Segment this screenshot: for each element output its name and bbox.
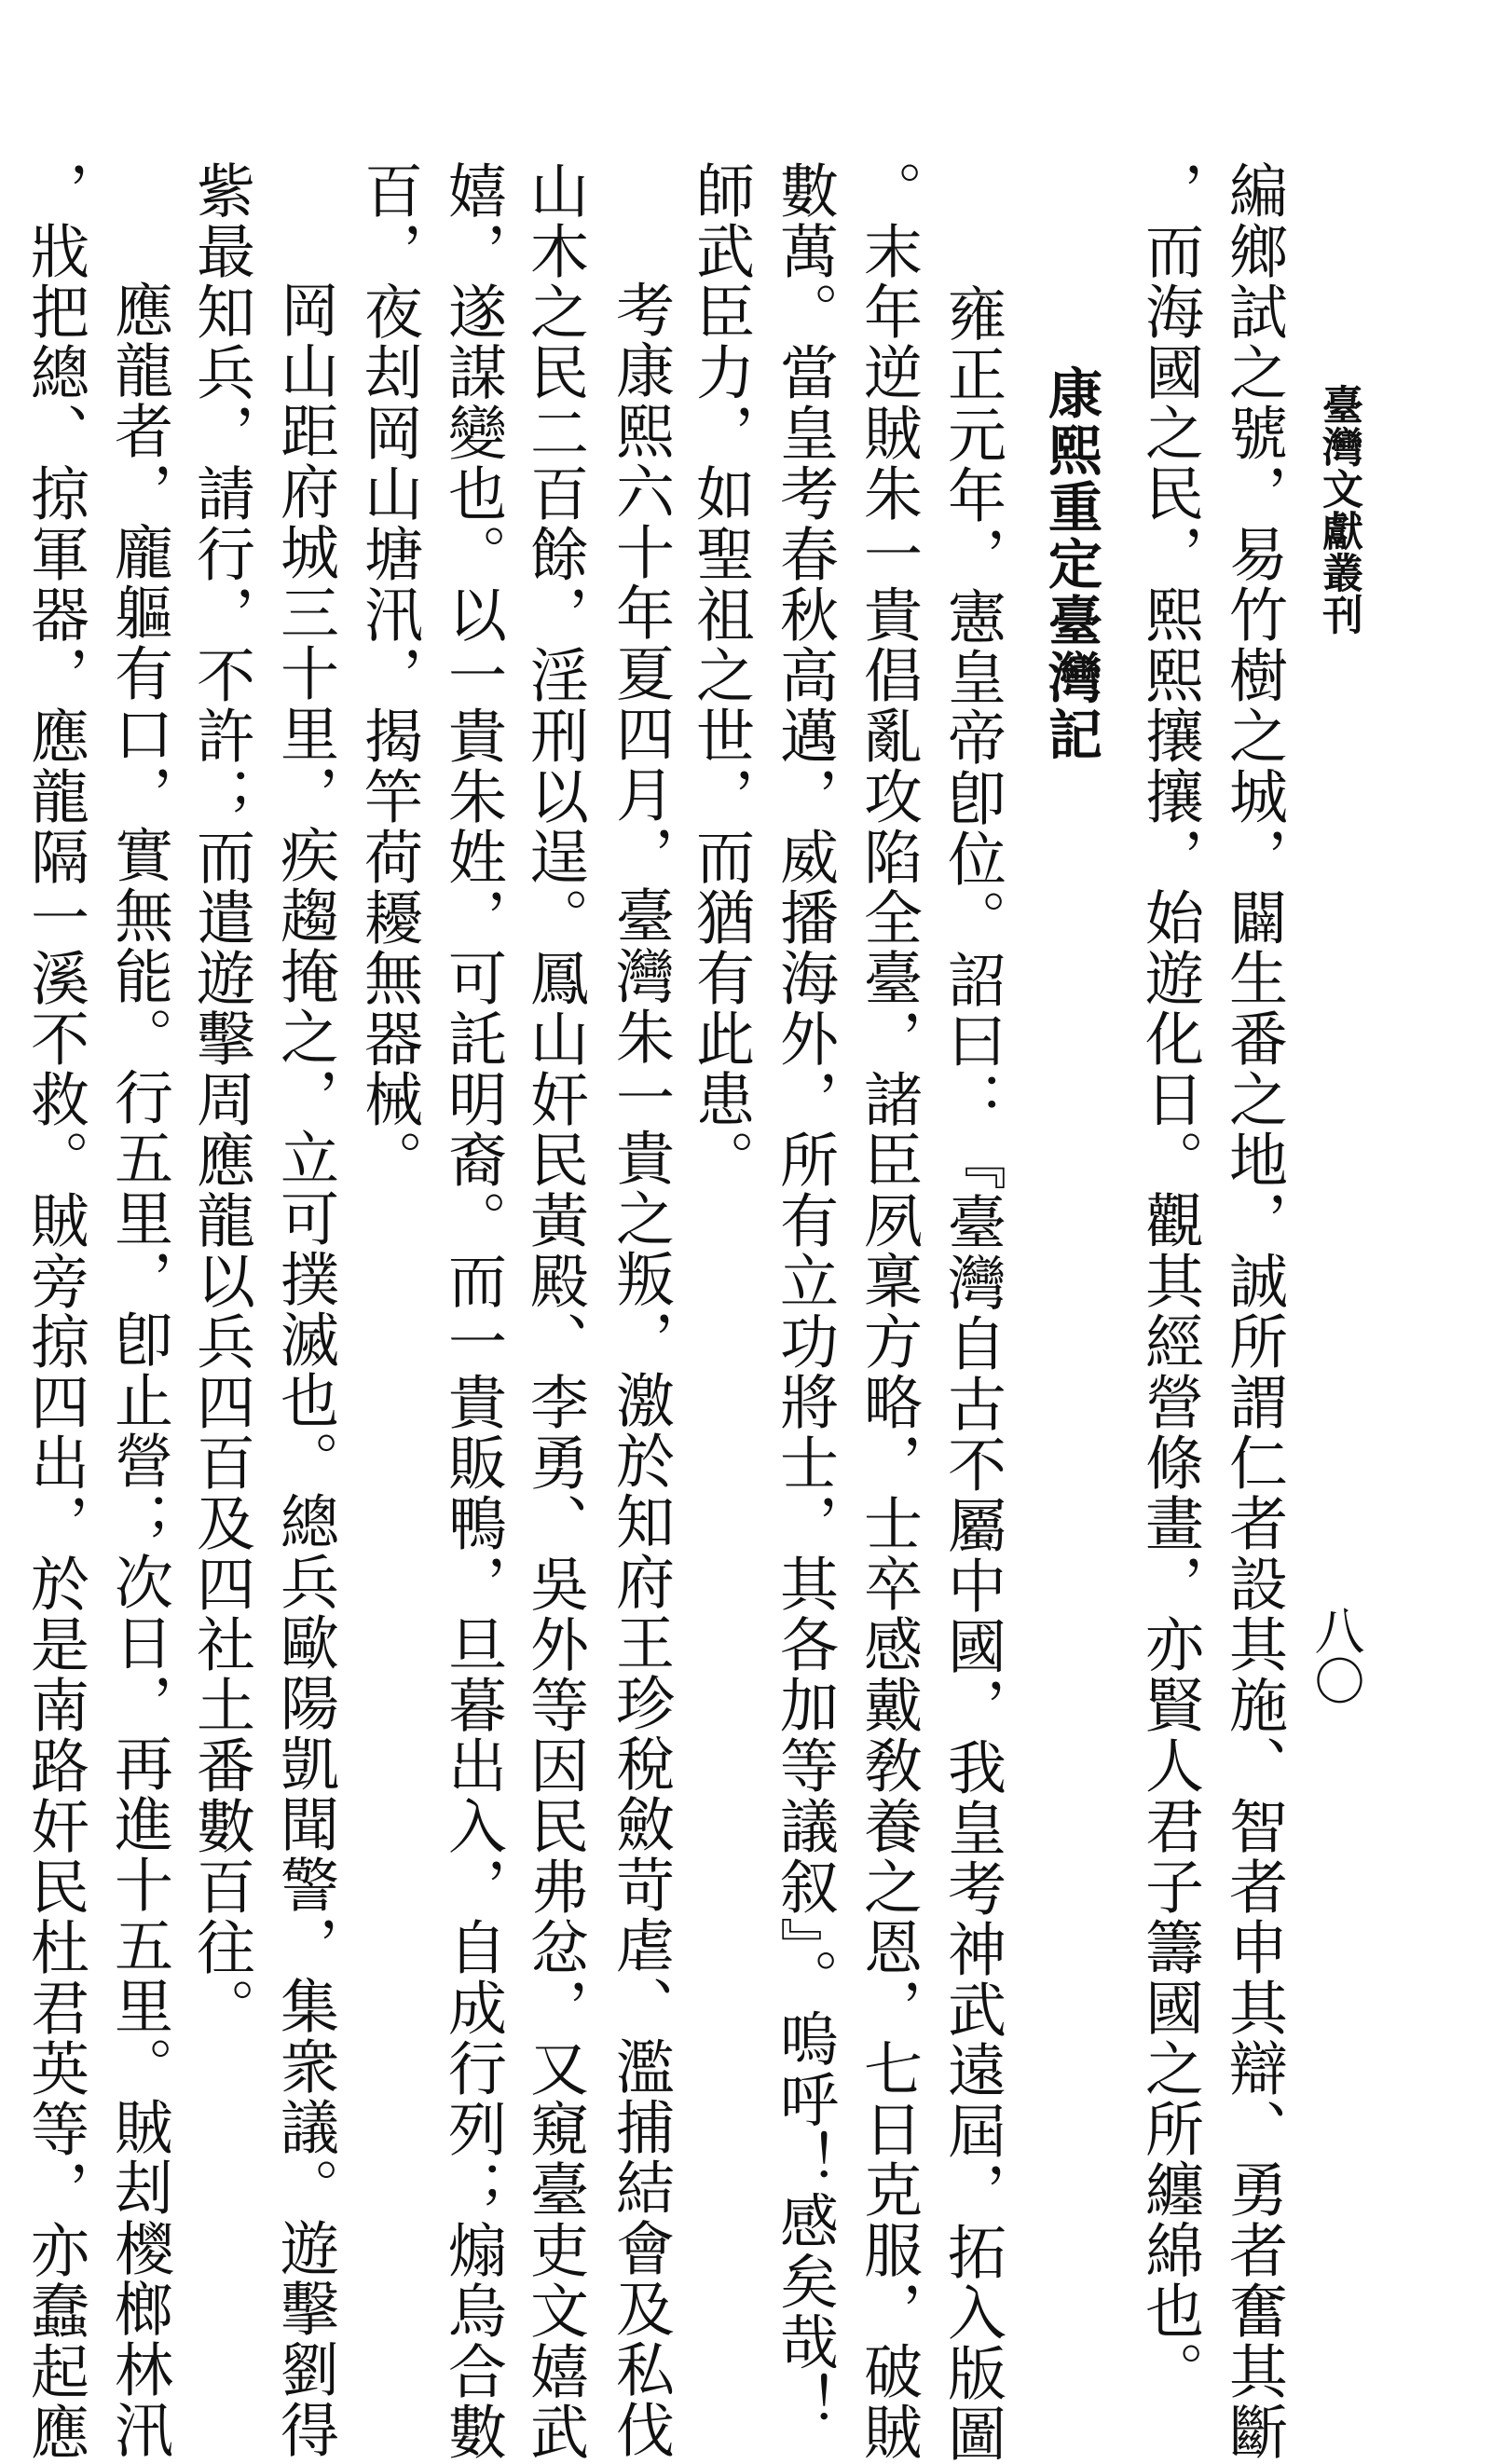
text-column-8: 山木之民二百餘，淫刑以逞。鳳山奸民黃殿、李勇、吳外等因民弗忿，又窺臺吏文嬉武 [521,160,589,2462]
text-column-5: 數萬。當皇考春秋高邁，威播海外，所有立功將士，其各加等議叙』。嗚呼！感矣哉！ [771,160,839,2433]
text-column-10: 百，夜刦岡山塘汛，揭竿荷耰無器械。 [355,160,423,1190]
text-column-9: 嬉，遂謀變也。以一貴朱姓，可託明裔。而一貴販鴨，旦暮出入，自成行列；煽烏合數 [439,160,507,2462]
page-number: 八〇 [1307,1605,1365,1705]
text-column-12: 紫最知兵，請行，不許；而遣遊擊周應龍以兵四百及四社土番數百往。 [187,160,255,2038]
text-column-7: 考康熙六十年夏四月，臺灣朱一貴之叛，激於知府王珍稅斂苛虐、濫捕結會及私伐 [607,280,675,2460]
text-column-4: 。末年逆賊朱一貴倡亂攻陷全臺，諸臣夙稟方略，士卒感戴敎養之恩，七日克服，破賊 [855,160,923,2462]
text-column-13: 應龍者，龐軀有口，實無能。行五里，卽止營；次日，再進十五里。賊刦㯶榔林汛 [105,280,173,2460]
text-column-11: 岡山距府城三十里，疾趨掩之，立可撲滅也。總兵歐陽凱聞警，集衆議。遊擊劉得 [271,280,339,2460]
text-column-14: ，戕把總、掠軍器，應龍隔一溪不救。賊旁掠四出，於是南路奸民杜君英等，亦蠢起應 [21,160,89,2462]
text-column-1: 編鄉試之號，易竹樹之城，闢生番之地，誠所謂仁者設其施、智者申其辯、勇者奮其斷 [1220,160,1288,2462]
series-title: 臺灣文獻叢刊 [1315,384,1362,636]
text-column-3: 雍正元年，憲皇帝卽位。詔曰：『臺灣自古不屬中國，我皇考神武遠屆，拓入版圖 [938,283,1006,2464]
text-column-6: 師武臣力，如聖祖之世，而猶有此患。 [687,160,755,1190]
section-title: 康熙重定臺灣記 [1039,365,1102,763]
text-column-2: ，而海國之民，熙熙攘攘，始遊化日。觀其經營條畫，亦賢人君子籌國之所纏綿也。 [1136,160,1204,2402]
